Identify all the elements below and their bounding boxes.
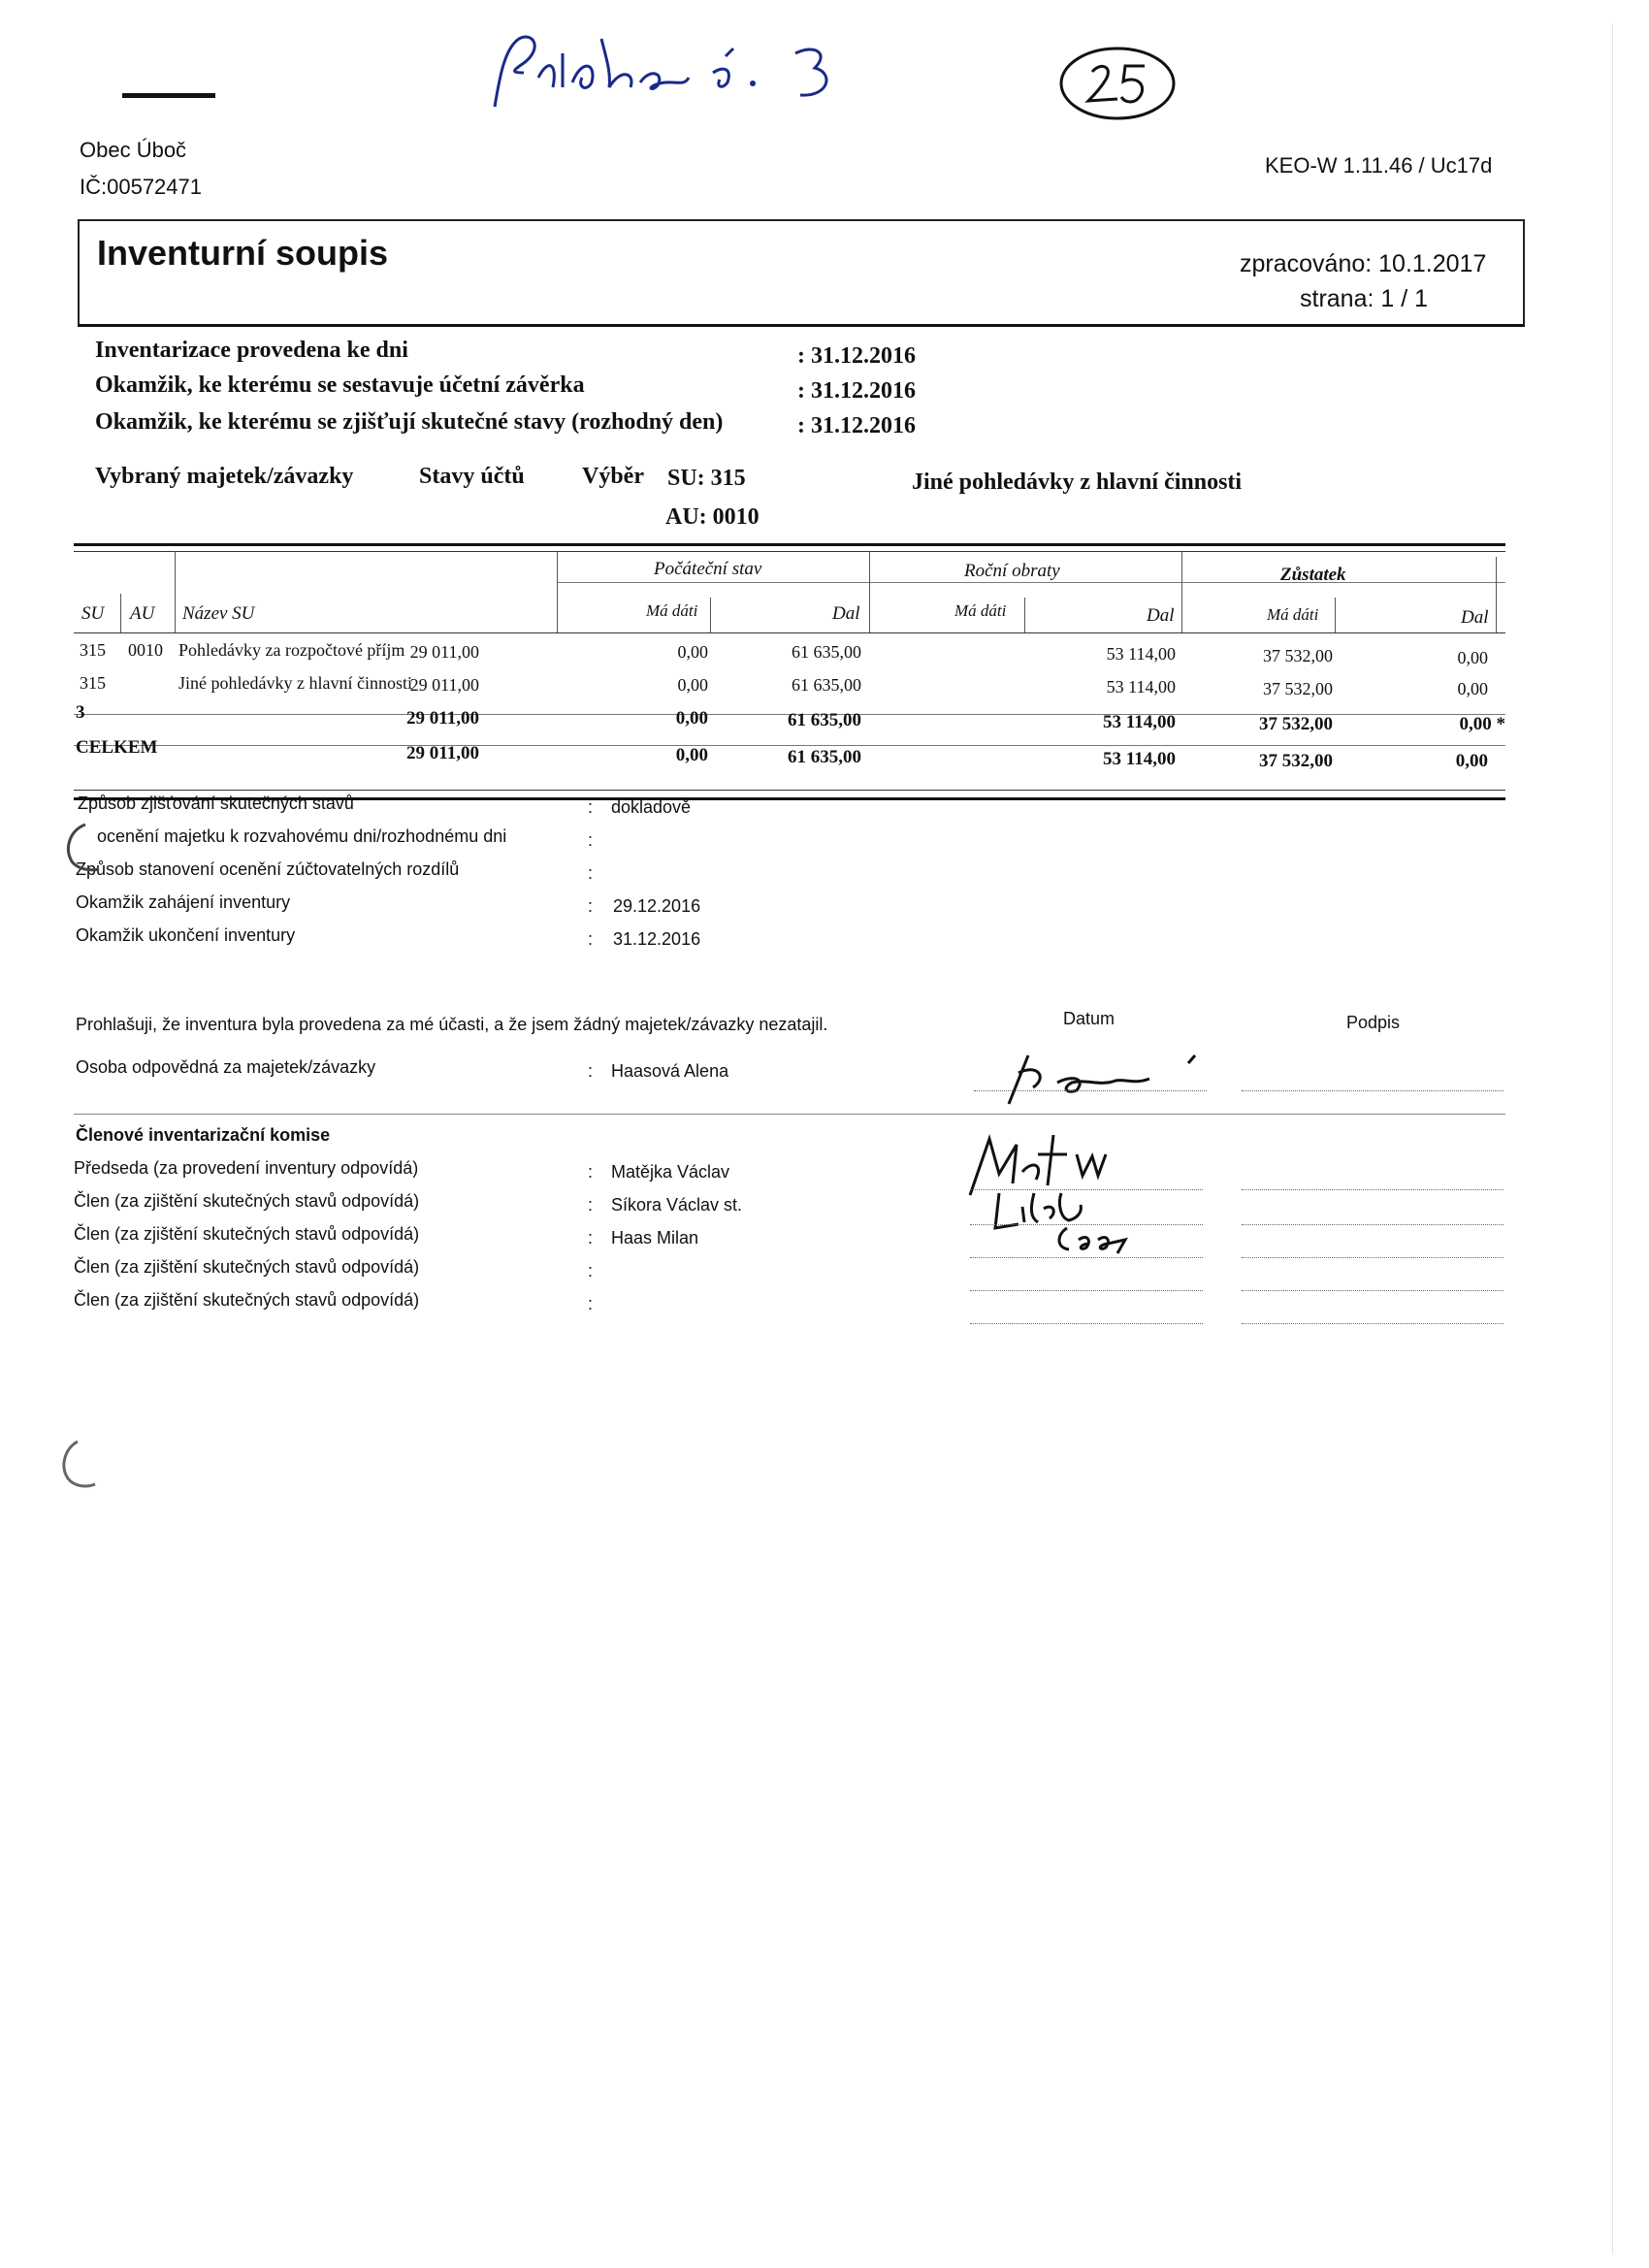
detail-colon: :	[588, 1195, 594, 1215]
detail-label-method: Způsob zjišťování skutečných stavů	[78, 794, 354, 813]
signature-line	[1242, 1090, 1504, 1091]
detail-value-start: 29.12.2016	[613, 896, 701, 916]
col-header-su: SU	[81, 603, 105, 624]
col-header-au: AU	[130, 603, 155, 624]
meta-value-inventory-date: : 31.12.2016	[797, 343, 916, 369]
commission-role: Člen (za zjištění skutečných stavů odpovídá)	[74, 1224, 420, 1244]
commission-name: Haas Milan	[611, 1228, 699, 1247]
meta-label-inventory-date: Inventarizace provedena ke dni	[95, 338, 408, 363]
commission-name: Síkora Václav st.	[611, 1195, 743, 1215]
col-header-turnover-dal: Dal	[1147, 605, 1175, 626]
subtotal-opening-dal: 0,00	[675, 708, 708, 729]
cell-opening-md: 29 011,00	[409, 675, 479, 695]
selection-description: Jiné pohledávky z hlavní činnosti	[912, 470, 1243, 495]
cell-turnover-dal: 53 114,00	[1106, 644, 1176, 664]
detail-label-end: Okamžik ukončení inventury	[76, 925, 296, 945]
detail-label-differences: Způsob stanovení ocenění zúčtovatelných rozdílů	[76, 859, 460, 879]
subtotal-turnover-md: 61 635,00	[788, 710, 861, 730]
commission-role: Předseda (za provedení inventury odpovídá)	[74, 1158, 419, 1178]
cell-balance-dal: 0,00	[1457, 648, 1488, 667]
cell-turnover-md: 61 635,00	[792, 675, 861, 695]
cell-opening-dal: 0,00	[677, 675, 708, 695]
detail-colon: :	[588, 896, 594, 916]
group-header-turnover: Roční obraty	[964, 561, 1060, 581]
signature-line	[1242, 1189, 1504, 1190]
doc-version: KEO-W 1.11.46 / Uc17d	[1265, 153, 1493, 178]
scan-edge	[1612, 23, 1613, 2254]
handwritten-annex-note	[466, 19, 883, 126]
detail-colon: :	[588, 830, 594, 850]
meta-label-closing-date: Okamžik, ke kterému se sestavuje účetní závěrka	[95, 373, 585, 398]
subtotal-balance-md: 37 532,00	[1259, 714, 1333, 734]
commission-role: Člen (za zjištění skutečných stavů odpovídá)	[74, 1191, 420, 1211]
commission-role: Člen (za zjištění skutečných stavů odpovídá)	[74, 1290, 420, 1310]
cell-opening-dal: 0,00	[677, 642, 708, 662]
meta-label-decisive-date: Okamžik, ke kterému se zjišťují skutečné stavy (rozhodný den)	[95, 409, 724, 435]
org-name: Obec Úboč	[80, 138, 187, 162]
subtotal-turnover-dal: 53 114,00	[1103, 712, 1176, 732]
selection-type: Stavy účtů	[419, 464, 525, 489]
processed-date: zpracováno: 10.1.2017	[1240, 250, 1487, 277]
total-label: CELKEM	[76, 737, 158, 758]
cell-au: 0010	[128, 640, 163, 660]
cell-su: 315	[80, 640, 106, 660]
detail-colon: :	[588, 1061, 594, 1081]
signature-line	[974, 1090, 1207, 1091]
group-header-balance: Zůstatek	[1280, 565, 1346, 585]
datum-label: Datum	[1063, 1009, 1116, 1028]
detail-colon: :	[588, 1162, 594, 1182]
detail-colon: :	[588, 929, 594, 949]
cell-balance-md: 37 532,00	[1263, 646, 1333, 665]
selection-au: AU: 0010	[665, 504, 760, 530]
total-turnover-dal: 53 114,00	[1103, 749, 1176, 769]
cell-turnover-md: 61 635,00	[792, 642, 861, 662]
detail-value-method: dokladově	[611, 797, 692, 817]
section-divider	[74, 1114, 1505, 1115]
signature-line	[970, 1189, 1203, 1190]
signature-line	[970, 1257, 1203, 1258]
signature-line	[1242, 1224, 1504, 1225]
total-balance-dal: 0,00	[1455, 751, 1488, 771]
handwritten-signature	[980, 1044, 1222, 1112]
page-count: strana: 1 / 1	[1300, 285, 1429, 312]
group-header-opening: Počáteční stav	[654, 559, 762, 579]
commission-role: Člen (za zjištění skutečných stavů odpovídá)	[74, 1257, 420, 1277]
detail-colon: :	[588, 1261, 594, 1280]
selection-vyber: Výběr	[582, 464, 644, 489]
signature-line	[1242, 1257, 1504, 1258]
detail-colon: :	[588, 797, 594, 817]
selection-label: Vybraný majetek/závazky	[95, 464, 354, 489]
commission-name: Matějka Václav	[611, 1162, 730, 1182]
detail-value-end: 31.12.2016	[613, 929, 701, 949]
total-opening-dal: 0,00	[675, 745, 708, 765]
total-turnover-md: 61 635,00	[788, 747, 861, 767]
cell-balance-dal: 0,00	[1457, 679, 1488, 698]
meta-value-decisive-date: : 31.12.2016	[797, 413, 916, 438]
selection-su: SU: 315	[667, 466, 746, 491]
punch-hole-mark	[56, 819, 105, 877]
podpis-label: Podpis	[1346, 1013, 1401, 1032]
meta-value-closing-date: : 31.12.2016	[797, 378, 916, 404]
handwritten-page-number	[1050, 33, 1185, 130]
total-balance-md: 37 532,00	[1259, 751, 1333, 771]
subtotal-label: 3	[76, 702, 85, 723]
col-header-turnover-md: Má dáti	[954, 601, 1007, 620]
detail-colon: :	[588, 1294, 594, 1313]
total-opening-md: 29 011,00	[406, 743, 479, 763]
subtotal-opening-md: 29 011,00	[406, 708, 479, 729]
cell-balance-md: 37 532,00	[1263, 679, 1333, 698]
cell-name: Pohledávky za rozpočtové příjm	[178, 640, 405, 660]
detail-label-valuation: ocenění majetku k rozvahovému dni/rozhodnému dni	[97, 826, 507, 846]
signature-line	[1242, 1290, 1504, 1291]
col-header-opening-md: Má dáti	[646, 601, 698, 620]
col-header-balance-dal: Dal	[1461, 607, 1489, 628]
declaration-text: Prohlašuji, že inventura byla provedena za mé účasti, a že jsem žádný majetek/závazky nezatajil.	[76, 1015, 828, 1034]
cell-opening-md: 29 011,00	[409, 642, 479, 662]
col-header-name: Název SU	[182, 603, 255, 624]
signature-line	[970, 1323, 1203, 1324]
header-dash	[122, 93, 215, 98]
subtotal-balance-dal: 0,00 *	[1459, 714, 1505, 734]
detail-colon: :	[588, 863, 594, 883]
detail-colon: :	[588, 1228, 594, 1247]
signature-line	[1242, 1323, 1504, 1324]
punch-hole-mark	[52, 1436, 101, 1494]
col-header-balance-md: Má dáti	[1267, 605, 1319, 624]
responsible-label: Osoba odpovědná za majetek/závazky	[76, 1057, 376, 1077]
detail-label-start: Okamžik zahájení inventury	[76, 892, 291, 912]
cell-turnover-dal: 53 114,00	[1106, 677, 1176, 697]
cell-name: Jiné pohledávky z hlavní činnosti	[178, 673, 412, 693]
cell-su: 315	[80, 673, 106, 693]
col-header-opening-dal: Dal	[832, 603, 860, 624]
commission-title: Členové inventarizační komise	[76, 1125, 331, 1145]
signature-line	[970, 1224, 1203, 1225]
signature-line	[970, 1290, 1203, 1291]
org-id: IČ:00572471	[80, 175, 202, 199]
responsible-name: Haasová Alena	[611, 1061, 729, 1081]
page-title: Inventurní soupis	[97, 233, 389, 273]
